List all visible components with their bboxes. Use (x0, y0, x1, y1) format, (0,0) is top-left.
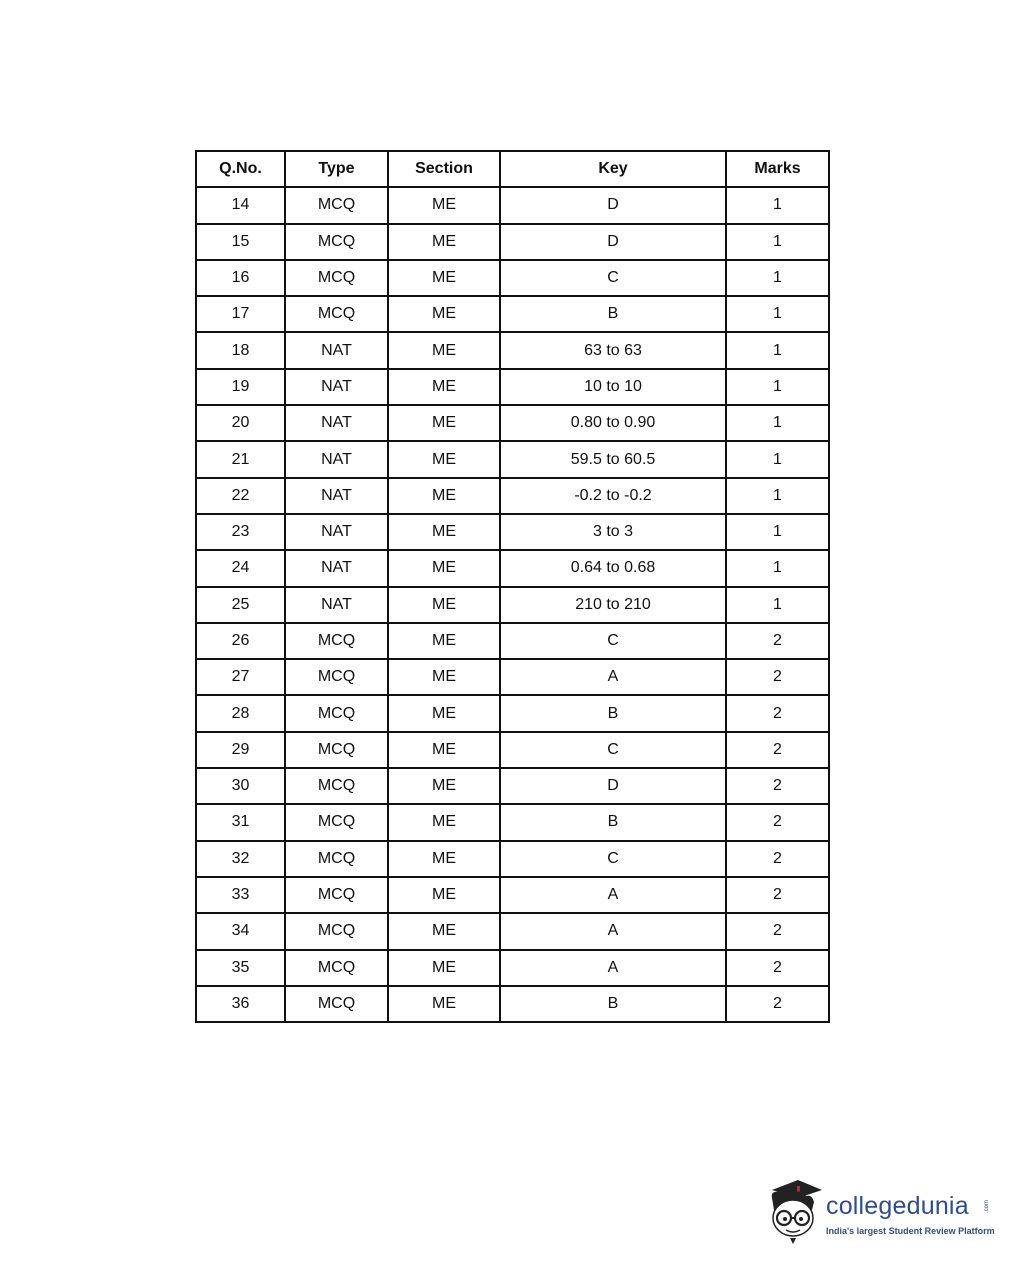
cell-qno: 19 (196, 369, 285, 405)
cell-qno: 31 (196, 804, 285, 840)
cell-section: ME (388, 296, 500, 332)
collegedunia-watermark (764, 1176, 994, 1246)
table-row (196, 332, 829, 368)
cell-key: B (500, 986, 726, 1022)
cell-marks: 1 (726, 514, 829, 550)
cell-qno: 15 (196, 224, 285, 260)
cell-section: ME (388, 550, 500, 586)
cell-marks: 1 (726, 224, 829, 260)
cell-key: D (500, 187, 726, 223)
cell-key: 63 to 63 (500, 332, 726, 368)
cell-section: ME (388, 804, 500, 840)
cell-key: -0.2 to -0.2 (500, 478, 726, 514)
table-row (196, 986, 829, 1022)
cell-section: ME (388, 260, 500, 296)
cell-key: 0.64 to 0.68 (500, 550, 726, 586)
cell-type: MCQ (285, 913, 388, 949)
table-row (196, 478, 829, 514)
cell-key: A (500, 659, 726, 695)
table-body (196, 187, 829, 1022)
cell-type: NAT (285, 587, 388, 623)
brand-name: collegedunia (826, 1192, 969, 1220)
cell-marks: 2 (726, 695, 829, 731)
cell-marks: 2 (726, 804, 829, 840)
cell-qno: 22 (196, 478, 285, 514)
cell-marks: 1 (726, 369, 829, 405)
cell-key: B (500, 804, 726, 840)
header-qno: Q.No. (196, 151, 285, 187)
cell-section: ME (388, 695, 500, 731)
cell-marks: 1 (726, 296, 829, 332)
cell-type: MCQ (285, 224, 388, 260)
cell-type: NAT (285, 478, 388, 514)
cell-qno: 36 (196, 986, 285, 1022)
cell-section: ME (388, 441, 500, 477)
table-row (196, 804, 829, 840)
cell-type: MCQ (285, 986, 388, 1022)
cell-qno: 29 (196, 732, 285, 768)
table-row (196, 369, 829, 405)
table-row (196, 659, 829, 695)
cell-section: ME (388, 514, 500, 550)
cell-qno: 14 (196, 187, 285, 223)
cell-section: ME (388, 950, 500, 986)
cell-qno: 16 (196, 260, 285, 296)
cell-key: C (500, 623, 726, 659)
cell-qno: 32 (196, 841, 285, 877)
table-row (196, 405, 829, 441)
table-row (196, 950, 829, 986)
cell-type: MCQ (285, 950, 388, 986)
cell-marks: 2 (726, 841, 829, 877)
mascot-face-icon (764, 1176, 824, 1246)
cell-marks: 2 (726, 659, 829, 695)
cell-qno: 30 (196, 768, 285, 804)
cell-marks: 2 (726, 877, 829, 913)
cell-key: B (500, 296, 726, 332)
cell-section: ME (388, 187, 500, 223)
cell-type: MCQ (285, 804, 388, 840)
cell-section: ME (388, 877, 500, 913)
cell-qno: 28 (196, 695, 285, 731)
cell-qno: 34 (196, 913, 285, 949)
table-row (196, 550, 829, 586)
cell-qno: 33 (196, 877, 285, 913)
cell-marks: 1 (726, 332, 829, 368)
cell-key: 3 to 3 (500, 514, 726, 550)
cell-qno: 23 (196, 514, 285, 550)
table-row (196, 768, 829, 804)
cell-key: A (500, 877, 726, 913)
cell-type: MCQ (285, 260, 388, 296)
header-key: Key (500, 151, 726, 187)
table-row (196, 695, 829, 731)
table-row (196, 260, 829, 296)
cell-qno: 26 (196, 623, 285, 659)
cell-section: ME (388, 732, 500, 768)
cell-key: A (500, 950, 726, 986)
table-row (196, 841, 829, 877)
cell-key: 59.5 to 60.5 (500, 441, 726, 477)
table-row (196, 877, 829, 913)
cell-marks: 2 (726, 768, 829, 804)
table-row (196, 187, 829, 223)
cell-section: ME (388, 986, 500, 1022)
cell-qno: 18 (196, 332, 285, 368)
cell-key: C (500, 732, 726, 768)
table-header-row (196, 151, 829, 187)
cell-type: NAT (285, 550, 388, 586)
cell-section: ME (388, 478, 500, 514)
table-row (196, 441, 829, 477)
cell-marks: 2 (726, 623, 829, 659)
header-section: Section (388, 151, 500, 187)
cell-marks: 1 (726, 441, 829, 477)
header-marks: Marks (726, 151, 829, 187)
cell-type: MCQ (285, 296, 388, 332)
cell-section: ME (388, 332, 500, 368)
cell-type: MCQ (285, 623, 388, 659)
cell-type: MCQ (285, 841, 388, 877)
cell-type: NAT (285, 514, 388, 550)
cell-type: NAT (285, 332, 388, 368)
cell-section: ME (388, 623, 500, 659)
cell-key: 0.80 to 0.90 (500, 405, 726, 441)
cell-section: ME (388, 913, 500, 949)
cell-qno: 35 (196, 950, 285, 986)
cell-key: 210 to 210 (500, 587, 726, 623)
cell-section: ME (388, 224, 500, 260)
table-row (196, 623, 829, 659)
cell-section: ME (388, 405, 500, 441)
cell-marks: 1 (726, 478, 829, 514)
cell-qno: 17 (196, 296, 285, 332)
cell-qno: 24 (196, 550, 285, 586)
cell-marks: 1 (726, 550, 829, 586)
cell-key: C (500, 841, 726, 877)
brand-tagline: India's largest Student Review Platform (826, 1226, 995, 1236)
table-row (196, 514, 829, 550)
cell-type: NAT (285, 369, 388, 405)
cell-marks: 1 (726, 587, 829, 623)
table-row (196, 224, 829, 260)
cell-section: ME (388, 587, 500, 623)
cell-type: MCQ (285, 768, 388, 804)
cell-section: ME (388, 369, 500, 405)
table-row (196, 913, 829, 949)
cell-type: NAT (285, 441, 388, 477)
cell-qno: 20 (196, 405, 285, 441)
cell-type: NAT (285, 405, 388, 441)
cell-marks: 1 (726, 405, 829, 441)
cell-qno: 25 (196, 587, 285, 623)
cell-key: B (500, 695, 726, 731)
answer-key-table (195, 150, 830, 1023)
cell-key: D (500, 768, 726, 804)
cell-marks: 1 (726, 260, 829, 296)
cell-section: ME (388, 768, 500, 804)
cell-key: A (500, 913, 726, 949)
cell-type: MCQ (285, 659, 388, 695)
header-type: Type (285, 151, 388, 187)
cell-type: MCQ (285, 187, 388, 223)
brand-domain-suffix: .com (984, 1200, 990, 1214)
table-row (196, 732, 829, 768)
cell-qno: 21 (196, 441, 285, 477)
cell-section: ME (388, 659, 500, 695)
cell-section: ME (388, 841, 500, 877)
cell-key: 10 to 10 (500, 369, 726, 405)
cell-key: C (500, 260, 726, 296)
cell-key: D (500, 224, 726, 260)
cell-marks: 2 (726, 913, 829, 949)
cell-marks: 2 (726, 986, 829, 1022)
cell-type: MCQ (285, 695, 388, 731)
table-row (196, 296, 829, 332)
cell-marks: 1 (726, 187, 829, 223)
cell-marks: 2 (726, 732, 829, 768)
cell-type: MCQ (285, 877, 388, 913)
cell-marks: 2 (726, 950, 829, 986)
cell-type: MCQ (285, 732, 388, 768)
table-row (196, 587, 829, 623)
cell-qno: 27 (196, 659, 285, 695)
